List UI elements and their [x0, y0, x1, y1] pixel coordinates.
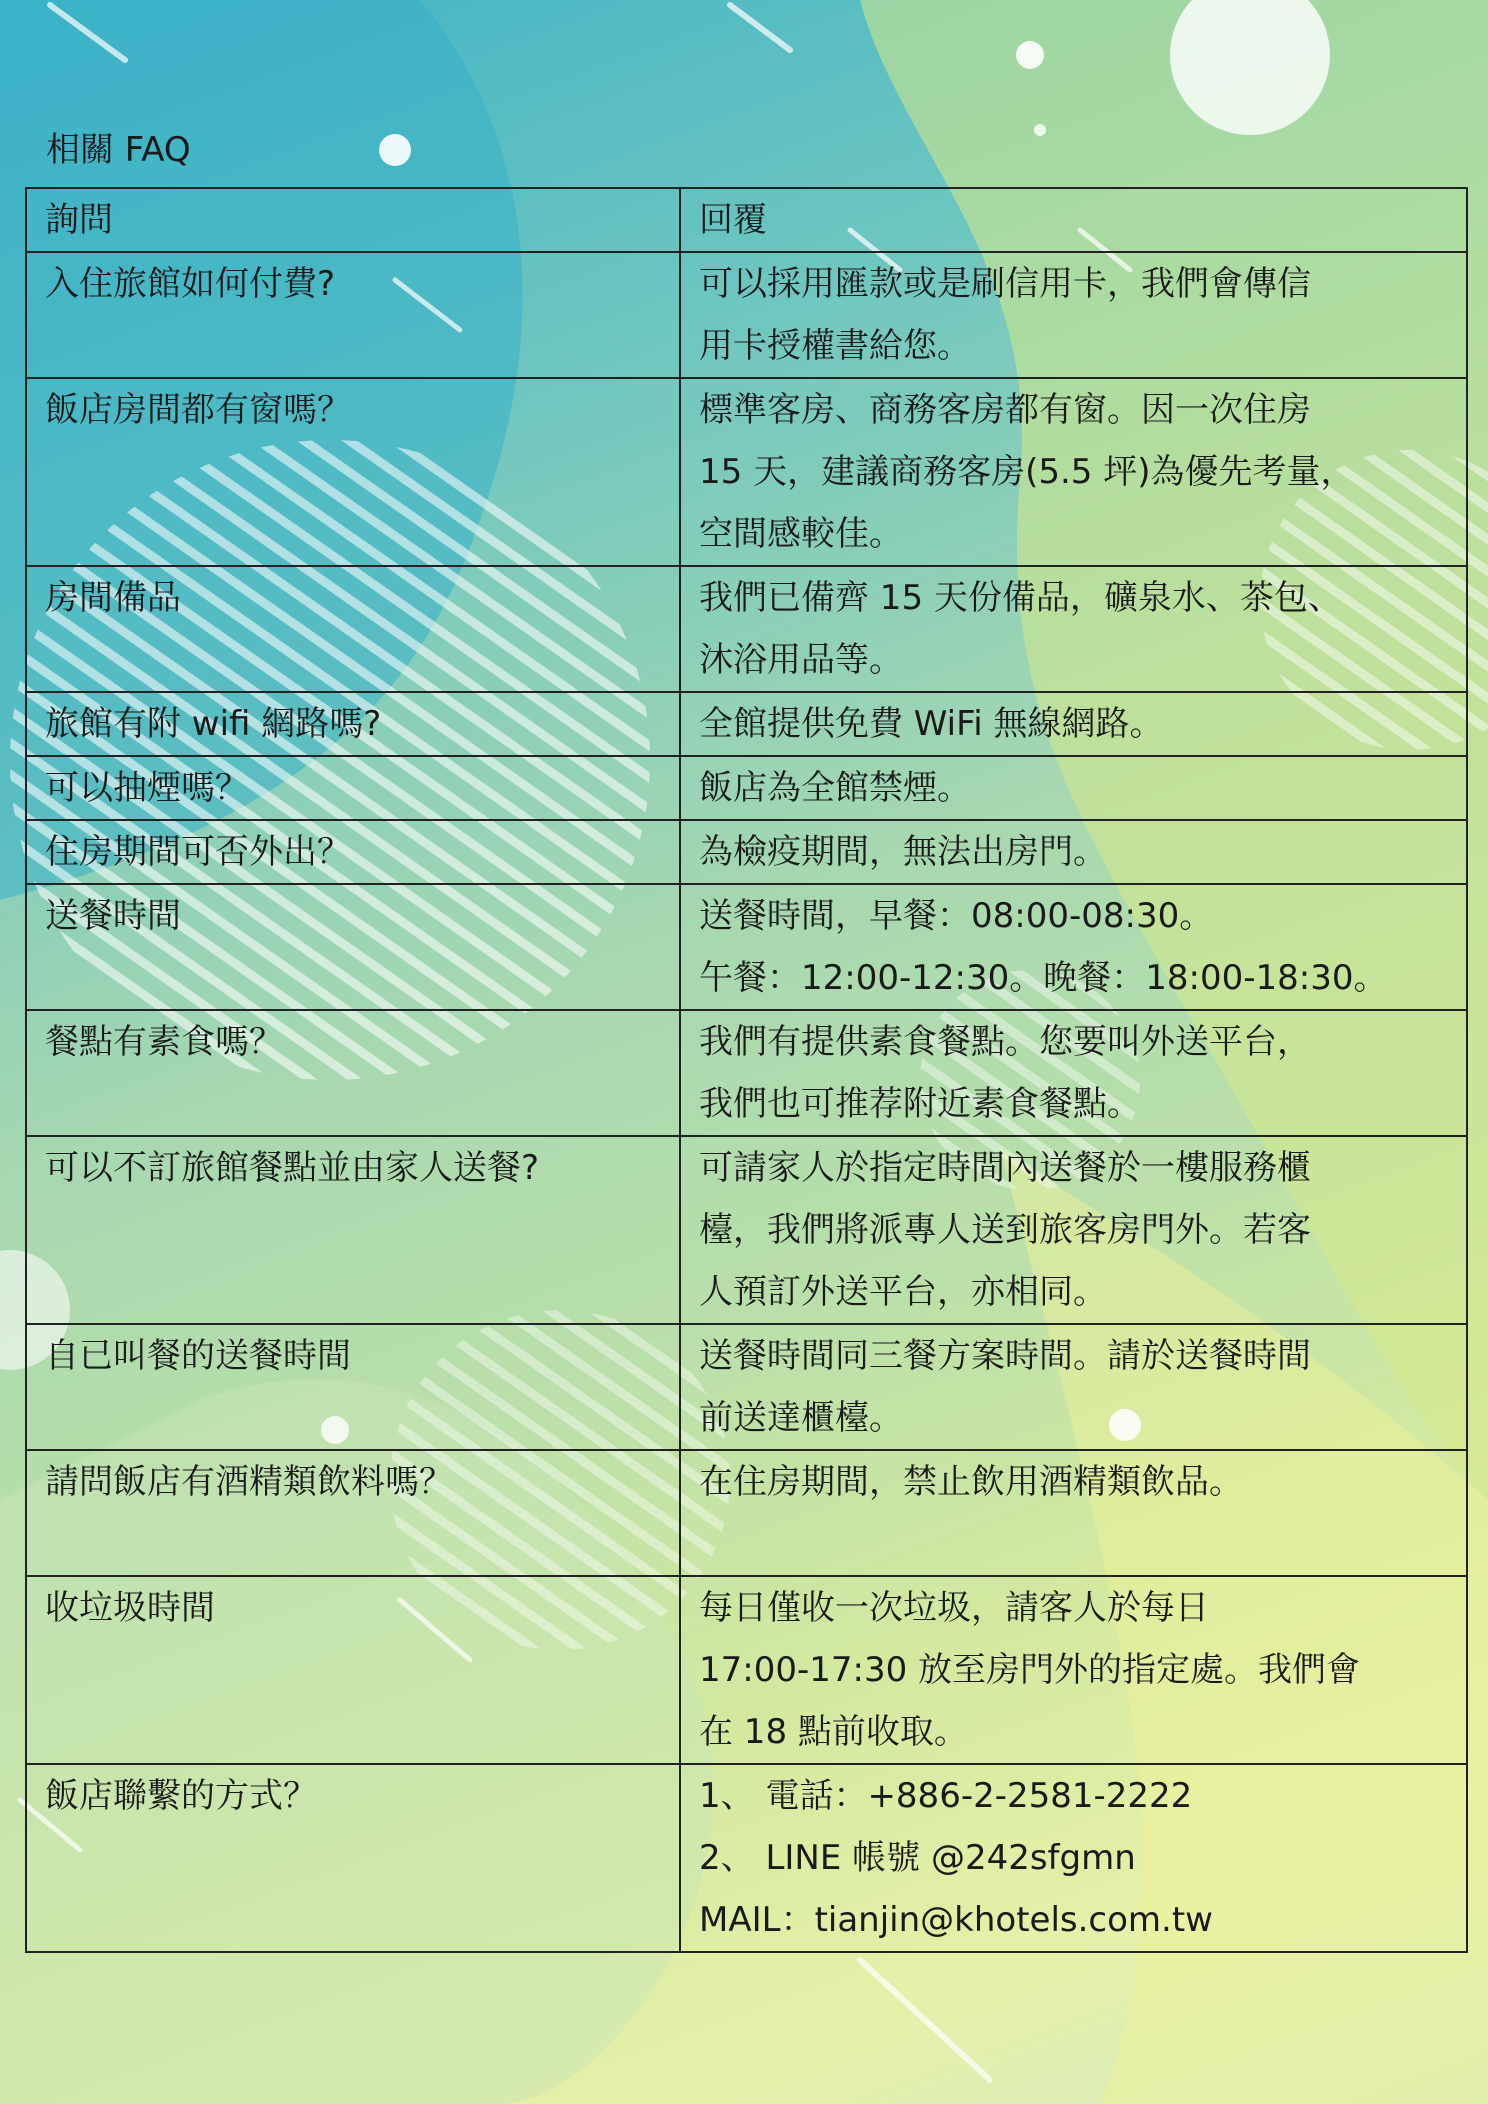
answer-cell: 為檢疫期間，無法出房門。 [680, 820, 1467, 884]
table-row [26, 692, 1467, 756]
table-row [26, 1136, 1467, 1324]
question-cell: 飯店房間都有窗嗎？ [26, 378, 680, 566]
column-header-answer: 回覆 [680, 188, 1467, 252]
question-cell: 房間備品 [26, 566, 680, 692]
answer-cell: 我們有提供素食餐點。您要叫外送平台， 我們也可推荐附近素食餐點。 [680, 1010, 1467, 1136]
table-row [26, 756, 1467, 820]
answer-cell: 我們已備齊 15 天份備品，礦泉水、茶包、 沐浴用品等。 [680, 566, 1467, 692]
page-title: 相關 FAQ [46, 130, 191, 170]
table-row [26, 1010, 1467, 1136]
table-row [26, 1450, 1467, 1576]
question-cell: 可以抽煙嗎？ [26, 756, 680, 820]
answer-cell: 送餐時間同三餐方案時間。請於送餐時間 前送達櫃檯。 [680, 1324, 1467, 1450]
faq-table [25, 187, 1468, 1953]
answer-cell: 可請家人於指定時間內送餐於一樓服務櫃 檯，我們將派專人送到旅客房門外。若客 人預訂外送平台，亦相同。 [680, 1136, 1467, 1324]
answer-cell: 飯店為全館禁煙。 [680, 756, 1467, 820]
question-cell: 自已叫餐的送餐時間 [26, 1324, 680, 1450]
table-row [26, 1764, 1467, 1952]
question-cell: 送餐時間 [26, 884, 680, 1010]
table-row [26, 566, 1467, 692]
question-cell: 可以不訂旅館餐點並由家人送餐? [26, 1136, 680, 1324]
table-row [26, 820, 1467, 884]
question-cell: 入住旅館如何付費? [26, 252, 680, 378]
table-row [26, 1576, 1467, 1764]
table-row [26, 252, 1467, 378]
table-row [26, 884, 1467, 1010]
answer-cell: 送餐時間，早餐：08:00-08:30。 午餐：12:00-12:30。晚餐：18:00-18:30。 [680, 884, 1467, 1010]
table-row [26, 378, 1467, 566]
table-header-row [26, 188, 1467, 252]
answer-cell: 每日僅收一次垃圾，請客人於每日 17:00-17:30 放至房門外的指定處。我們會 在 18 點前收取。 [680, 1576, 1467, 1764]
question-cell: 旅館有附 wifi 網路嗎? [26, 692, 680, 756]
answer-cell: 全館提供免費 WiFi 無線網路。 [680, 692, 1467, 756]
answer-cell: 1、 電話：+886-2-2581-2222 2、 LINE 帳號 @242sfgmn MAIL：tianjin@khotels.com.tw [680, 1764, 1467, 1952]
table-row [26, 1324, 1467, 1450]
answer-cell: 在住房期間，禁止飲用酒精類飲品。 [680, 1450, 1467, 1576]
answer-cell: 可以採用匯款或是刷信用卡，我們會傳信 用卡授權書給您。 [680, 252, 1467, 378]
column-header-question: 詢問 [26, 188, 680, 252]
question-cell: 請問飯店有酒精類飲料嗎？ [26, 1450, 680, 1576]
question-cell: 飯店聯繫的方式？ [26, 1764, 680, 1952]
question-cell: 收垃圾時間 [26, 1576, 680, 1764]
question-cell: 住房期間可否外出？ [26, 820, 680, 884]
answer-cell: 標準客房、商務客房都有窗。因一次住房 15 天，建議商務客房(5.5 坪)為優先考量， 空間感較佳。 [680, 378, 1467, 566]
question-cell: 餐點有素食嗎？ [26, 1010, 680, 1136]
